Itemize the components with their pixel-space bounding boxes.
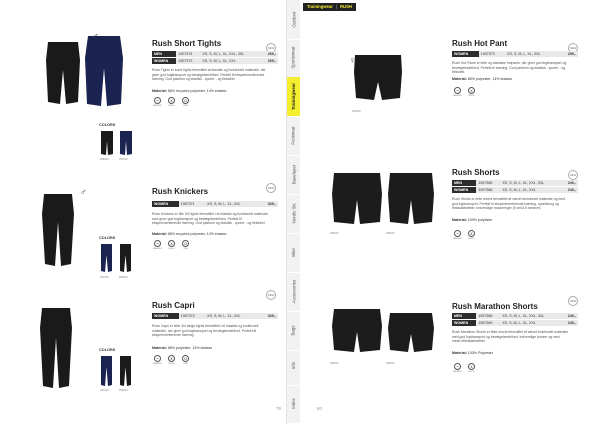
no-bleach-icon: x [468,363,475,370]
product-title-rush-shorts: Rush Shorts [452,168,500,177]
swatch-caption: 999000 [386,362,395,365]
tab-outdoor[interactable]: Outdoor [287,0,300,40]
product-title-rush-knickers: Rush Knickers [152,187,209,196]
table-row: MEN 1907365 XS, S, M, L, XL, XXL, 3XL 249,- [454,181,576,186]
swatch-caption: 999000 [100,158,109,161]
product-title-rush-short-tights: Rush Short Tights [152,39,222,48]
colors-label: COLORS [99,348,116,352]
spec-table-rush-shorts [452,180,578,194]
care-icons: ~ MASKIN x BLEG o TØR [153,356,188,365]
wash-icon: ~ [154,240,161,247]
tab-sportswear[interactable]: Sportswear [287,38,300,78]
swatch-caption: 391000 [100,276,109,279]
tumble-dry-icon: o [182,97,189,104]
no-bleach-icon: x [468,230,475,237]
tab-index[interactable]: Index [287,384,300,424]
product-material: Material: 86% recycled polyester, 14% elastan [152,89,227,93]
tab-bags[interactable]: Bags [287,311,300,351]
colors-label: COLORS [99,236,116,240]
spec-table-rush-knickers [152,201,278,208]
spec-table-rush-short-tights [152,51,278,65]
product-badge: NEW [266,43,276,53]
no-bleach-icon: x [168,355,175,362]
product-title-rush-marathon-shorts: Rush Marathon Shorts [452,302,538,311]
garment-image-rush-capri [38,306,74,390]
gender-symbol: ♂ [92,31,99,41]
no-bleach-icon: x [468,87,475,94]
product-material: Material: 100% polyester [452,218,493,222]
product-title-rush-hot-pant: Rush Hot Pant [452,39,508,48]
page-number-left: 79 [276,406,282,411]
garment-image-rush-short-tights-navy [82,34,126,112]
no-bleach-icon: x [168,240,175,247]
product-badge: NEW [568,296,578,306]
table-row: WOMEN 1907373 XS, S, M, L, XL, XXL 269,- [154,59,276,64]
tab-trainingwear[interactable]: Trainingwear [287,77,300,117]
tab-bike[interactable]: Bike [287,233,300,273]
swatch-caption: 999000 [330,362,339,365]
spec-table-rush-hot-pant [452,51,578,58]
tab-accessories[interactable]: Accessories [287,272,300,312]
product-description: Rush Hot Pants er lette og elastiske hotpants, der giver god fugttransport og bevægelsesfrihed. Perfekt til træning. God pasform og elastisk - sporer - og fleksibel. [452,61,567,75]
care-icons: ~ MASKIN x BLEG [453,88,475,97]
spec-table-rush-capri [152,313,278,320]
color-swatch-navy [100,355,113,387]
color-swatch-navy [100,243,113,273]
product-badge: NEW [568,43,578,53]
tab-footwear[interactable]: Footwear [287,116,300,156]
product-title-rush-capri: Rush Capri [152,301,195,310]
garment-image-rush-hot-pant [352,52,404,104]
spec-table-rush-marathon-shorts [452,313,578,327]
product-description: Rush Capri er lette 3/4 lange tights fremstillet i et elastisk og funktionelt materiale, der giver god fugttransport og bevægelsesfrihed. Perfekt til eksperimenterende træning. [152,324,259,338]
garment-image-rush-shorts-men [330,170,384,228]
product-material: Material: 86% polyester, 14% elastan [452,77,513,81]
care-icons: ~ MASKIN x BLEG o TØR [153,98,188,107]
color-swatch-black [100,130,114,156]
tab-info[interactable]: Info [287,346,300,386]
color-swatch-navy [119,130,133,156]
garment-image-rush-marathon-shorts-men [330,306,384,356]
page-number-right: 80 [317,406,323,411]
wash-icon: ~ [454,363,461,370]
colors-label: COLORS [99,123,116,127]
tumble-dry-icon: o [182,240,189,247]
garment-image-rush-short-tights-black [44,40,82,110]
garment-image-rush-knickers [40,192,76,268]
tab-nordic-ski[interactable]: Nordic Ski [287,194,300,234]
care-icons: ~ MASKIN x BLEG o TØR [153,241,188,250]
swatch-caption: 999000 [386,232,395,235]
product-badge: NEW [266,183,276,193]
product-material: Material: 86% recycled polyester, 14% elastan [152,232,227,236]
color-swatch-black [119,243,132,273]
care-icons: ~ MASKIN x BLEG [453,364,475,373]
table-row: WOMEN 1907371 XS, S, M, L, XL, XXL 329,- [154,202,276,207]
swatch-caption: 391000 [100,389,109,392]
table-row: WOMEN 1907373 XS, S, M, L, XL, XXL 259,- [454,52,576,57]
color-swatch-black [119,355,132,387]
product-badge: NEW [266,290,276,300]
garment-image-rush-marathon-shorts-women [386,310,436,356]
tab-baselayer[interactable]: Baselayer [287,155,300,195]
care-icons: ~ MASKIN x BLEG [453,231,475,240]
product-description: Rush Knickers er tille 3/4 tights fremstillet i et elastisk og funktionelt materiale, som giver god fugttransport og bevægelsesfrihed. Perfekt til eksperimenterende træning. God pasform og elastisk - sporer - og fleksibel. [152,212,269,226]
product-description: Rush Tights er korte tights fremstillet af elastisk og funktionelt materiale, der giver god fugttransport og bevægelsesfrihed. Perfekt til eksperimenterende træning. God pasform og elastisk - sporer - og fleksibel. [152,68,266,82]
product-description: Rush Shorts er lette shorts fremstillet af vævet funktionelt materiale og med god fugttransport. Perfekt til eksperimenterende træning, sportsbrug og fritidsaktiviteter. Indvendige trusseringer (5 cm/3.5 tommer). [452,197,566,211]
section-tabs [287,0,300,424]
wash-icon: ~ [454,87,461,94]
table-row: WOMEN 1907372 XS, S, M, L, XL, XXL 329,- [154,314,276,319]
table-row: WOMEN 1907366 XS, S, M, L, XL, XXL 249,- [454,188,576,193]
gender-symbol: ♀ [349,55,356,65]
product-material: Material: 86% polyester, 14% elastan [152,346,213,350]
product-badge: NEW [568,170,578,180]
swatch-caption: 999000 [330,232,339,235]
table-row: MEN 1907368 XS, S, M, L, XL, XXL, 3XL 249,- [454,314,576,319]
swatch-caption: 999000 [119,276,128,279]
gender-symbol: ♂ [80,187,87,197]
section-header: Trainingwear | RUSH [303,3,356,11]
wash-icon: ~ [454,230,461,237]
wash-icon: ~ [154,97,161,104]
garment-image-rush-shorts-women [386,170,436,228]
no-bleach-icon: x [168,97,175,104]
product-description: Rush Marathon Shorts er lette shorts fremstillet af vævet funktionelt materiale med god fugttransport og bevægelsesfrihed. Indvendige trusser og med mesh-/fritidsaktiviteter. [452,330,569,344]
swatch-caption: 391000 [119,158,128,161]
tumble-dry-icon: o [182,355,189,362]
table-row: MEN 1907374 XS, S, M, L, XL, XXL, 3XL 269,- [154,52,276,57]
table-row: WOMEN 1907369 XS, S, M, L, XL, XXL 249,- [454,321,576,326]
product-material: Material: 100% Polyester [452,351,493,355]
swatch-caption: 999000 [352,110,361,113]
wash-icon: ~ [154,355,161,362]
swatch-caption: 999000 [119,389,128,392]
